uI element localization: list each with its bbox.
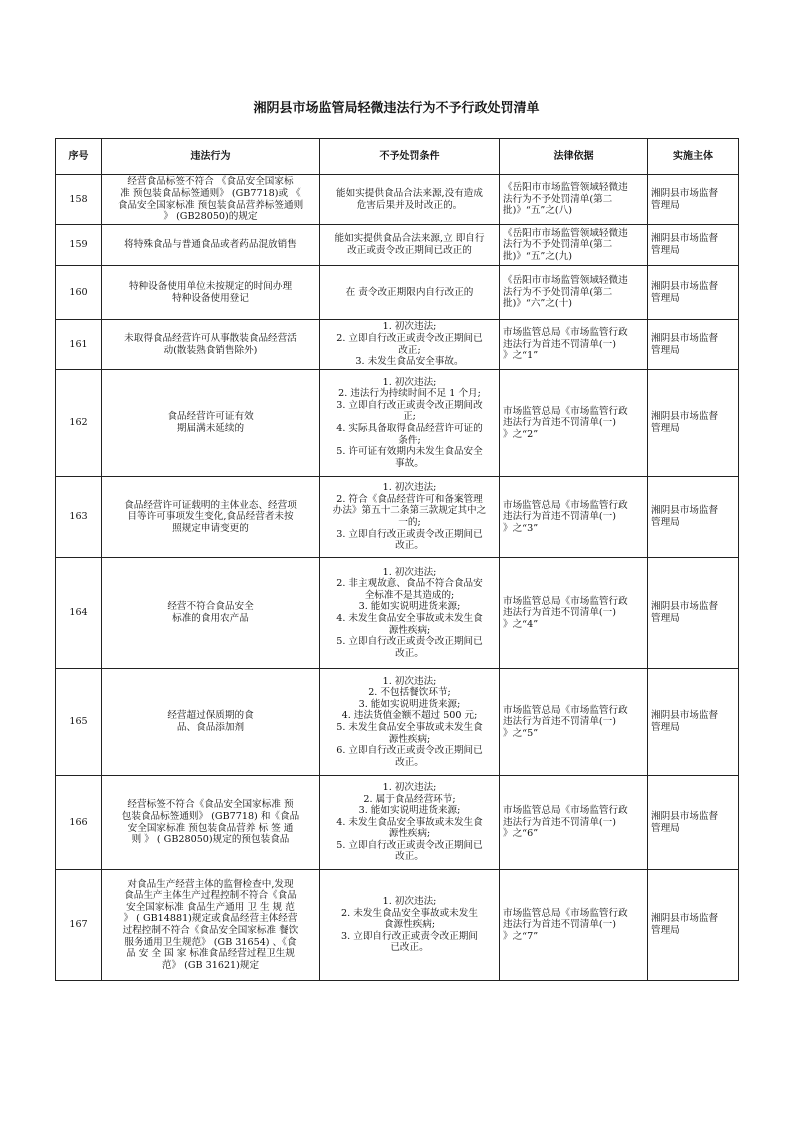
cell-line: 市场监管总局《市场监管行政	[503, 907, 628, 919]
cell-legal-basis	[500, 669, 648, 776]
cell-line: 》之“3”	[503, 522, 539, 534]
cell-line: 改正。	[395, 647, 424, 659]
table-row	[56, 175, 739, 225]
cell-line: 改正。	[395, 851, 424, 863]
cell-line: 湘阴县市场监督	[651, 810, 719, 822]
cell-line: 在 责令改正期限内自行改正的	[345, 286, 474, 298]
cell-number: 161	[56, 320, 102, 370]
cell-line: 安全国家标准 食品生产通用 卫 生 规 范	[126, 901, 295, 913]
cell-line: 食品生产主体生产过程控制不符合《食品	[124, 890, 297, 902]
cell-line: 食源性疾病;	[383, 919, 436, 931]
cell-exemption-condition	[320, 477, 500, 558]
cell-implementing-body	[648, 477, 739, 558]
cell-line: 市场监管总局《市场监管行政	[503, 704, 628, 716]
cell-line: 2. 不包括餐饮环节;	[368, 687, 451, 699]
cell-line: 5. 立即自行改正或责令改正期间已	[336, 839, 483, 851]
cell-line: 管理局	[651, 822, 680, 834]
cell-line: 违法行为首违不罚清单(一)	[503, 417, 617, 429]
cell-line: 标准的食用农产品	[172, 613, 249, 624]
cell-number: 160	[56, 266, 102, 320]
cell-line: 湘阴县市场监督	[651, 601, 719, 613]
table-row	[56, 558, 739, 669]
cell-line: 4. 实际具备取得食品经营许可证的	[336, 423, 483, 434]
cell-violation	[102, 477, 320, 558]
cell-line: 源性疾病;	[388, 828, 431, 840]
cell-exemption-condition	[320, 370, 500, 477]
cell-legal-basis	[500, 776, 648, 870]
cell-line: 经营食品标签不符合 《食品安全国家标	[127, 176, 294, 188]
cell-implementing-body	[648, 870, 739, 981]
header-exemption-condition: 不予处罚条件	[320, 139, 500, 175]
cell-line: 湘阴县市场监督	[651, 233, 719, 245]
cell-exemption-condition	[320, 225, 500, 266]
cell-line: 1. 初次违法;	[382, 482, 437, 494]
cell-violation	[102, 225, 320, 266]
cell-line: 经营超过保质期的食	[167, 710, 254, 722]
cell-line: 过程控制不符合《食品安全国家标准 餐饮	[122, 925, 299, 936]
cell-line: 目等许可事项发生变化,食品经营者未按	[127, 511, 294, 523]
cell-line: 已改正。	[390, 942, 429, 954]
cell-line: 湘阴县市场监督	[651, 280, 719, 292]
table-row	[56, 320, 739, 370]
cell-line: 期届满未延续的	[176, 423, 245, 434]
cell-legal-basis	[500, 370, 648, 477]
cell-number: 162	[56, 370, 102, 477]
cell-line: 事故。	[395, 457, 424, 469]
cell-line: 食品经营许可证载明的主体业态、经营项	[124, 499, 297, 511]
cell-line: 》之“5”	[503, 727, 539, 739]
cell-line: 未取得食品经营许可从事散装食品经营活	[124, 332, 297, 344]
cell-exemption-condition	[320, 870, 500, 981]
cell-line: 》 (GB28050)的规定	[163, 211, 258, 223]
cell-line: 批)》“五”之(八)	[503, 205, 573, 217]
cell-line: 范》 (GB 31621)规定	[161, 959, 260, 971]
cell-line: 一的;	[398, 517, 421, 528]
table-body	[56, 175, 739, 981]
cell-line: 则 》 ( GB28050)规定的预包装食品	[131, 834, 290, 846]
cell-implementing-body	[648, 370, 739, 477]
cell-line: 2. 立即自行改正或责令改正期间已	[336, 332, 483, 344]
cell-number: 159	[56, 225, 102, 266]
cell-legal-basis	[500, 266, 648, 320]
cell-exemption-condition	[320, 558, 500, 669]
cell-implementing-body	[648, 175, 739, 225]
cell-line: 2. 未发生食品安全事故或未发生	[341, 907, 478, 919]
cell-line: 动(散装熟食销售除外)	[163, 344, 258, 356]
cell-violation	[102, 558, 320, 669]
cell-line: 违法行为首违不罚清单(一)	[503, 338, 617, 350]
cell-line: 1. 初次违法;	[382, 376, 437, 388]
header-implementing-body: 实施主体	[648, 139, 739, 175]
cell-line: 1. 初次违法;	[382, 675, 437, 687]
cell-violation	[102, 320, 320, 370]
cell-line: 湘阴县市场监督	[651, 913, 719, 925]
cell-line: 品 安 全 国 家 标准食品经营过程卫生规	[126, 948, 295, 960]
cell-line: 正;	[403, 411, 416, 423]
cell-line: 管理局	[651, 722, 680, 733]
cell-line: 违法行为首违不罚清单(一)	[503, 816, 617, 828]
cell-line: 改正或责令改正期间已改正的	[347, 245, 472, 256]
cell-line: 市场监管总局《市场监管行政	[503, 499, 628, 511]
cell-legal-basis	[500, 320, 648, 370]
cell-line: 条件;	[398, 434, 421, 446]
cell-line: 《岳阳市市场监管领域轻微违	[503, 275, 628, 287]
cell-line: 管理局	[651, 613, 680, 624]
cell-number: 163	[56, 477, 102, 558]
cell-legal-basis	[500, 558, 648, 669]
cell-number: 167	[56, 870, 102, 981]
cell-line: 1. 初次违法;	[382, 781, 437, 793]
cell-line: 5. 立即自行改正或责令改正期间已	[336, 636, 483, 648]
cell-line: 特种设备使用单位未按规定的时间办理	[128, 280, 293, 292]
cell-line: 改正。	[395, 756, 424, 768]
table-header-row	[56, 139, 739, 175]
cell-violation	[102, 669, 320, 776]
cell-line: 办法》第五十二条第三款规定其中之	[332, 505, 487, 517]
header-violation: 违法行为	[102, 139, 320, 175]
cell-line: 安全国家标准 预包装食品营养 标 签 通	[127, 822, 294, 834]
cell-line: 能如实提供食品合法来源,没有造成	[336, 187, 483, 199]
cell-exemption-condition	[320, 320, 500, 370]
cell-violation	[102, 266, 320, 320]
cell-line: 源性疾病;	[388, 733, 431, 745]
cell-number: 166	[56, 776, 102, 870]
cell-line: 将特殊食品与普通食品或者药品混放销售	[124, 239, 297, 251]
cell-line: 5. 未发生食品安全事故或未发生食	[336, 722, 483, 733]
cell-line: 管理局	[651, 423, 680, 434]
table-row	[56, 225, 739, 266]
cell-line: 》之“6”	[503, 828, 539, 840]
cell-line: 3. 能如实说明进货来源;	[358, 698, 461, 710]
cell-line: 管理局	[651, 199, 680, 211]
cell-legal-basis	[500, 870, 648, 981]
cell-line: 批)》“五”之(九)	[503, 250, 573, 262]
cell-line: 湘阴县市场监督	[651, 187, 719, 199]
cell-legal-basis	[500, 225, 648, 266]
cell-line: 《岳阳市市场监管领域轻微违	[503, 227, 628, 239]
cell-implementing-body	[648, 320, 739, 370]
cell-line: 4. 未发生食品安全事故或未发生食	[336, 816, 483, 828]
cell-legal-basis	[500, 477, 648, 558]
cell-exemption-condition	[320, 669, 500, 776]
cell-line: 》之“1”	[503, 350, 539, 362]
cell-line: 法行为不予处罚清单(第二	[503, 286, 613, 298]
cell-line: 2. 属于食品经营环节;	[363, 793, 456, 805]
cell-line: 4. 未发生食品安全事故或未发生食	[336, 613, 483, 624]
cell-line: 特种设备使用登记	[172, 292, 249, 304]
cell-violation	[102, 175, 320, 225]
table-row	[56, 477, 739, 558]
table-row	[56, 266, 739, 320]
table-row	[56, 669, 739, 776]
cell-implementing-body	[648, 669, 739, 776]
cell-line: 2. 非主观故意、食品不符合食品安	[336, 578, 483, 590]
cell-line: 准 预包装食品标签通则》 (GB7718)或 《	[120, 187, 301, 199]
cell-line: 管理局	[651, 245, 680, 256]
page-title: 湘阴县市场监管局轻微违法行为不予行政处罚清单	[253, 101, 540, 116]
cell-line: 品、食品添加剂	[176, 722, 245, 733]
header-number: 序号	[56, 139, 102, 175]
cell-line: 服务通用卫生规范》 (GB 31654) 、《食	[124, 936, 297, 948]
cell-implementing-body	[648, 266, 739, 320]
cell-violation	[102, 776, 320, 870]
cell-line: 违法行为首违不罚清单(一)	[503, 716, 617, 728]
cell-line: 照规定申请变更的	[172, 522, 249, 534]
cell-line: 2. 符合《食品经营许可和备案管理	[336, 493, 483, 505]
cell-line: 全标准不是其造成的;	[364, 589, 455, 601]
cell-line: 3. 能如实说明进货来源;	[358, 805, 461, 817]
cell-violation	[102, 870, 320, 981]
cell-legal-basis	[500, 175, 648, 225]
cell-line: 管理局	[651, 344, 680, 356]
cell-line: 对食品生产经营主体的监督检查中,发现	[127, 878, 294, 890]
cell-line: 3. 立即自行改正或责令改正期间改	[336, 399, 483, 411]
cell-line: 包装食品标签通则》 (GB7718) 和《食品	[121, 810, 300, 822]
cell-line: 市场监管总局《市场监管行政	[503, 327, 628, 339]
cell-exemption-condition	[320, 776, 500, 870]
cell-line: 3. 能如实说明进货来源;	[358, 601, 461, 613]
cell-violation	[102, 370, 320, 477]
cell-line: 经营不符合食品安全	[167, 601, 254, 613]
cell-line: 》之“2”	[503, 428, 539, 440]
cell-line: 6. 立即自行改正或责令改正期间已	[336, 745, 483, 757]
cell-line: 市场监管总局《市场监管行政	[503, 805, 628, 817]
cell-implementing-body	[648, 225, 739, 266]
cell-line: 管理局	[651, 292, 680, 304]
cell-line: 危害后果并及时改正的。	[356, 199, 463, 211]
cell-line: 违法行为首违不罚清单(一)	[503, 919, 617, 931]
cell-line: 食品经营许可证有效	[167, 411, 254, 423]
penalty-list-table	[55, 138, 739, 981]
cell-line: 经营标签不符合《食品安全国家标准 预	[127, 799, 294, 811]
header-legal-basis: 法律依据	[500, 139, 648, 175]
cell-number: 158	[56, 175, 102, 225]
cell-exemption-condition	[320, 175, 500, 225]
cell-line: 违法行为首违不罚清单(一)	[503, 607, 617, 619]
cell-line: 湘阴县市场监督	[651, 505, 719, 517]
cell-line: 食品安全国家标准 预包装食品营养标签通则	[117, 199, 304, 211]
cell-line: 管理局	[651, 925, 680, 936]
cell-line: 法行为不予处罚清单(第二	[503, 193, 613, 205]
cell-line: 4. 违法货值金额不超过 500 元;	[341, 710, 478, 722]
cell-line: 3. 立即自行改正或责令改正期间	[341, 930, 478, 942]
table-row	[56, 370, 739, 477]
cell-line: 1. 初次违法;	[382, 566, 437, 578]
cell-line: 1. 初次违法;	[382, 896, 437, 908]
table-row	[56, 870, 739, 981]
cell-line: 《岳阳市市场监管领域轻微违	[503, 182, 628, 194]
cell-line: 5. 许可证有效期内未发生食品安全	[336, 446, 483, 458]
cell-line: 市场监管总局《市场监管行政	[503, 405, 628, 417]
cell-line: 市场监管总局《市场监管行政	[503, 595, 628, 607]
cell-line: 违法行为首违不罚清单(一)	[503, 511, 617, 523]
cell-line: 》 ( GB14881)规定或食品经营主体经营	[123, 913, 298, 925]
table-row	[56, 776, 739, 870]
cell-line: 湘阴县市场监督	[651, 710, 719, 722]
cell-number: 164	[56, 558, 102, 669]
cell-number: 165	[56, 669, 102, 776]
cell-line: 法行为不予处罚清单(第二	[503, 239, 613, 251]
cell-line: 改正;	[398, 344, 421, 356]
cell-line: 能如实提供食品合法来源,立 即自行	[334, 233, 485, 245]
cell-line: 1. 初次违法;	[382, 321, 437, 333]
cell-line: 湘阴县市场监督	[651, 411, 719, 423]
cell-implementing-body	[648, 776, 739, 870]
cell-line: 3. 立即自行改正或责令改正期间已	[336, 528, 483, 540]
cell-line: 批)》“六”之(十)	[503, 298, 573, 310]
cell-line: 》之“4”	[503, 618, 539, 630]
cell-line: 3. 未发生食品安全事故。	[355, 356, 464, 368]
cell-line: 湘阴县市场监督	[651, 332, 719, 344]
cell-implementing-body	[648, 558, 739, 669]
cell-line: 改正。	[395, 540, 424, 552]
cell-line: 管理局	[651, 517, 680, 528]
cell-line: 》之“7”	[503, 930, 539, 942]
cell-exemption-condition	[320, 266, 500, 320]
cell-line: 2. 违法行为持续时间不足 1 个月;	[338, 388, 481, 400]
cell-line: 源性疾病;	[388, 624, 431, 636]
